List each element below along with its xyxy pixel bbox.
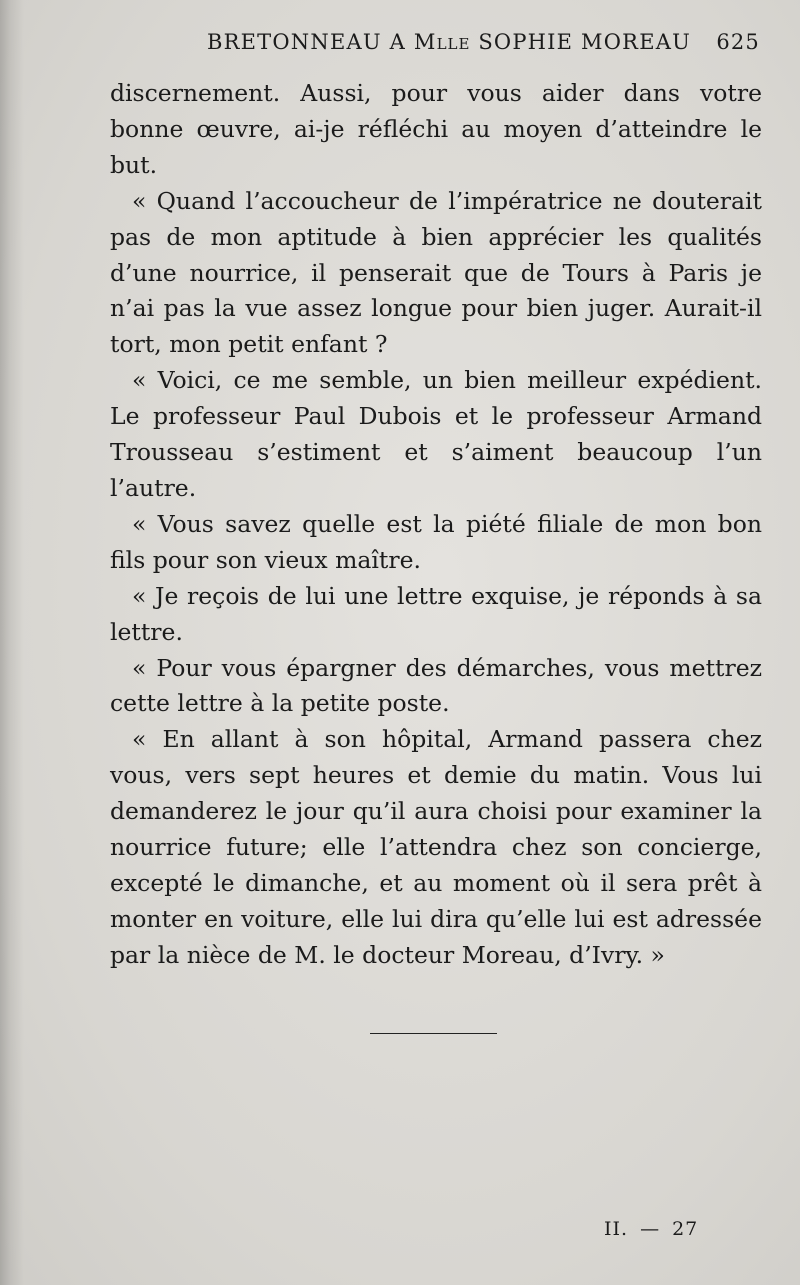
paragraph: « En allant à son hôpital, Armand passera chez vous, vers sept heures et demie du matin. Vous lui demanderez le jour qu’il aura choisi pour examiner la nourrice future; elle l’attendra chez son concierge, excepté le dimanche, et au moment où il sera prêt à monter en voiture, elle lui dira qu’elle lui est adressée par la nièce de M. le docteur Moreau, d’Ivry. » xyxy=(110,725,762,969)
running-title xyxy=(207,30,691,54)
running-title-part1: BRETONNEAU A M xyxy=(207,30,437,54)
paragraph: « Quand l’accoucheur de l’impératrice ne douterait pas de mon aptitude à bien apprécier les qualités d’une nourrice, il penserait que de Tours à Paris je n’ai pas la vue assez longue pour bien juger. Aurait-il tort, mon petit enfant ? xyxy=(110,186,762,359)
page-number: 625 xyxy=(716,30,760,54)
paragraph: discernement. Aussi, pour vous aider dans votre bonne œuvre, ai-je réfléchi au moyen d’atteindre le but. xyxy=(110,79,762,179)
running-title-part2: SOPHIE MOREAU xyxy=(470,30,691,54)
signature-dash: — xyxy=(640,1218,661,1240)
running-header xyxy=(110,30,760,58)
paragraph: « Vous savez quelle est la piété filiale de mon bon fils pour son vieux maître. xyxy=(110,509,762,574)
signature-mark xyxy=(604,1218,698,1240)
end-rule xyxy=(370,1033,497,1034)
signature-volume: II. xyxy=(604,1218,629,1240)
running-title-superscript: LLE xyxy=(436,35,471,53)
paragraph: « Pour vous épargner des démarches, vous mettrez cette lettre à la petite poste. xyxy=(110,653,762,718)
paragraph: « Voici, ce me semble, un bien meilleur expédient. Le professeur Paul Dubois et le professeur Armand Trousseau s’estiment et s’aiment beaucoup l’un l’autre. xyxy=(110,366,762,502)
signature-number: 27 xyxy=(672,1218,699,1240)
paragraph: « Je reçois de lui une lettre exquise, je réponds à sa lettre. xyxy=(110,581,762,646)
body-text xyxy=(110,76,762,974)
